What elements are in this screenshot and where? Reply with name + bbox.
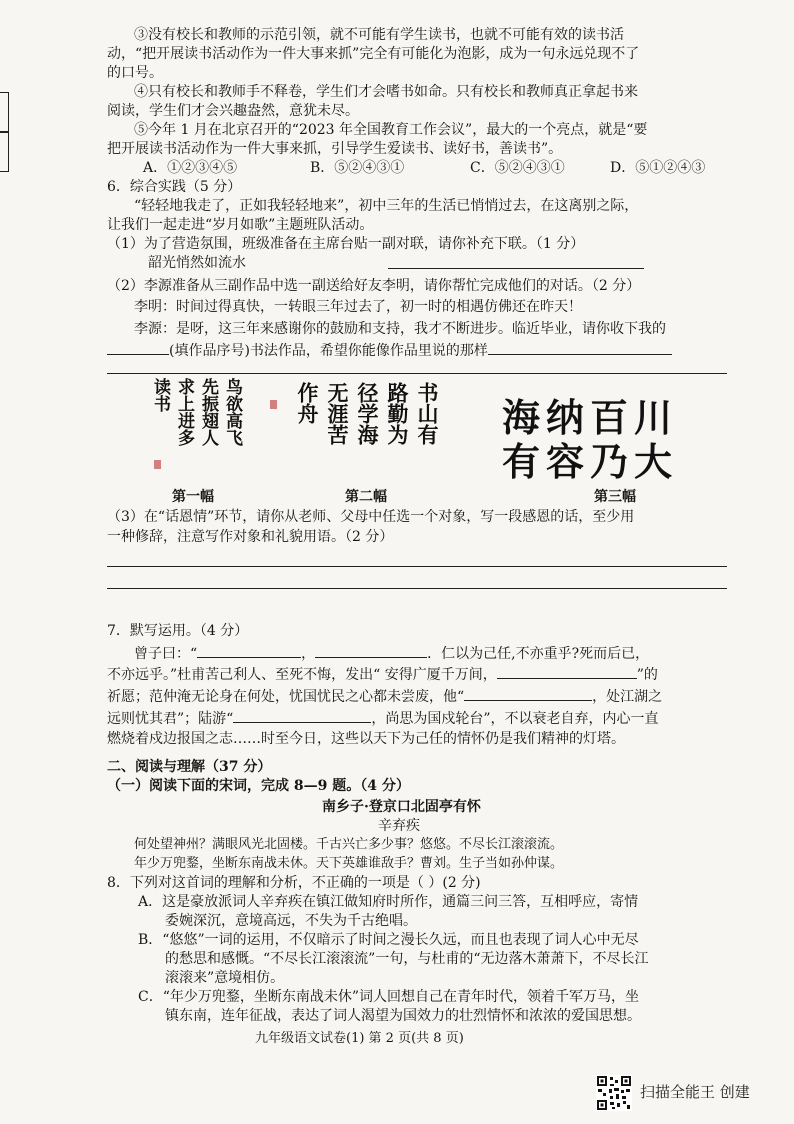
q6-part2-prompt: （2）李源准备从三副作品中选一副送给好友李明，请你帮忙完成他们的对话。（2 分） bbox=[107, 278, 641, 294]
binding-margin-mark bbox=[0, 132, 9, 172]
part2-title: 二、阅读与理解（37 分） bbox=[107, 759, 272, 775]
q6-dialogue-liming: 李明：时间过得真快，一转眼三年过去了，初一时的相遇仿佛还在昨天！ bbox=[134, 299, 582, 315]
work1-col2: 先振翅人 bbox=[198, 378, 218, 446]
wish-blank[interactable] bbox=[488, 340, 672, 355]
q8-option-b-end: 滚滚来”意境相仿。 bbox=[165, 970, 285, 986]
work2-seal bbox=[270, 400, 277, 409]
q8-option-c-cont: 镇东南，连年征战，表达了词人渴望为国效力的壮烈情怀和浓浓的爱国思想。 bbox=[165, 1008, 641, 1024]
q6-part3-prompt: （3）在“话恩情”环节，请你从老师、父母中任选一个对象，写一段感恩的话，至少用 bbox=[107, 509, 635, 525]
scanner-watermark: 扫描全能王 创建 bbox=[640, 1083, 750, 1101]
q6-answer-line[interactable] bbox=[107, 373, 727, 374]
part2-subsection: （一）阅读下面的宋词，完成 8—9 题。（4 分） bbox=[107, 778, 410, 794]
q6-part3-answer-line-2[interactable] bbox=[107, 588, 727, 589]
q7-l1b: ．仁以为己任,不亦重乎?死而后已， bbox=[427, 646, 650, 662]
q7-l3a: 祈愿；范仲淹无论身在何处，忧国忧民之心都未尝废，他“ bbox=[107, 689, 465, 705]
poem-title: 南乡子·登京口北固亭有怀 bbox=[322, 799, 481, 815]
work3-caption: 第三幅 bbox=[594, 489, 636, 505]
q8-option-c[interactable]: C．“年少万兜鍪，坐断东南战未休”词人回想自己在青年时代，领着千军万马，坐 bbox=[138, 989, 640, 1005]
q6-part3-prompt-cont: 一种修辞，注意写作对象和礼貌用语。（2 分） bbox=[107, 529, 394, 545]
work2-col1: 书山有 bbox=[415, 382, 440, 445]
q7-blank-5[interactable] bbox=[233, 708, 371, 723]
work2-col3: 径学海 bbox=[355, 382, 380, 445]
q6-dialogue-fill-line bbox=[107, 340, 672, 360]
work2-col4: 无涯苦 bbox=[325, 382, 350, 445]
work-number-blank[interactable] bbox=[107, 340, 169, 355]
poem-line2: 年少万兜鍪，坐断东南战未休。天下英雄谁敌手？曹刘。生子当如孙仲谋。 bbox=[134, 856, 564, 871]
q7-blank-2[interactable] bbox=[315, 643, 427, 658]
q7-blank-3[interactable] bbox=[497, 664, 637, 679]
q6-fill-text: (填作品序号)书法作品，希望你能像作品里说的那样 bbox=[169, 343, 488, 359]
q6-intro-line1: “轻轻地我走了，正如我轻轻地来”，初中三年的生活已悄悄过去，在这离别之际， bbox=[134, 198, 639, 214]
work1-col3: 求上进多 bbox=[174, 378, 194, 446]
q5-sentence-4-cont: 阅读，学生们才会兴趣盎然，意犹未尽。 bbox=[107, 103, 359, 119]
work2-col2: 路勤为 bbox=[385, 382, 410, 445]
q8-option-a[interactable]: A．这是豪放派词人辛弃疾在镇江做知府时所作，通篇三问三答，互相呼应，寄情 bbox=[138, 894, 639, 910]
q5-option-a[interactable]: A．①②③④⑤ bbox=[143, 160, 238, 176]
work2-col5: 作舟 bbox=[295, 382, 320, 424]
binding-margin-mark bbox=[0, 92, 9, 132]
work3-row2: 有容乃大 bbox=[502, 439, 679, 484]
work1-col1: 鸟欲高飞 bbox=[222, 378, 242, 446]
q8-option-b[interactable]: B．“悠悠”一词的运用，不仅暗示了时间之漫长久远，而且也表现了词人心中无尽 bbox=[138, 932, 639, 948]
q5-option-b[interactable]: B．⑤②④③① bbox=[310, 160, 405, 176]
q7-l2b: ”的 bbox=[636, 667, 658, 683]
work1-col4: 读书 bbox=[150, 378, 170, 412]
poem-author: 辛弃疾 bbox=[378, 818, 420, 834]
q8-option-a-cont: 委婉深沉，意境高远，不失为千古绝唱。 bbox=[165, 913, 417, 929]
work2-caption: 第二幅 bbox=[345, 489, 387, 505]
q6-title: 6．综合实践（5 分） bbox=[107, 179, 242, 195]
q6-part3-answer-line-1[interactable] bbox=[107, 566, 727, 567]
q5-sentence-4: ④只有校长和教师手不释卷，学生们才会嗜书如命。只有校长和教师真正拿起书来 bbox=[134, 84, 638, 100]
q7-l3b: ，处江湖之 bbox=[592, 689, 663, 705]
q6-dialogue-liyuan: 李源：是呀，这三年来感谢你的鼓励和支持，我才不断进步。临近毕业，请你收下我的 bbox=[134, 321, 666, 337]
q6-couplet-given: 韶光悄然如流水 bbox=[148, 255, 246, 271]
q5-sentence-3-end: 的口号。 bbox=[107, 65, 163, 81]
q5-option-c[interactable]: C．⑤②④③① bbox=[470, 160, 565, 176]
poem-line1: 何处望神州？满眼风光北固楼。千古兴亡多少事？悠悠。不尽长江滚滚流。 bbox=[134, 837, 564, 852]
q5-sentence-5: ⑤今年 1 月在北京召开的“2023 年全国教育工作会议”，最大的一个亮点，就是“要 bbox=[134, 122, 648, 138]
q7-line5: 燃烧着戍边报国之志……时至今日，这些以天下为己任的情怀仍是我们精神的灯塔。 bbox=[107, 731, 625, 747]
work1-seal bbox=[154, 460, 161, 469]
q7-l1a: 曾子曰：“ bbox=[134, 646, 198, 662]
q7-line4 bbox=[107, 708, 658, 728]
q7-blank-1[interactable] bbox=[197, 643, 301, 658]
q6-intro-line2: 让我们一起走进“岁月如歌”主题班队活动。 bbox=[107, 217, 374, 233]
work1-caption: 第一幅 bbox=[172, 489, 214, 505]
q5-sentence-3-cont: 动，“把开展读书活动作为一件大事来抓”完全有可能化为泡影，成为一句永远兑现不了 bbox=[107, 46, 640, 62]
page-footer: 九年级语文试卷(1) 第 2 页(共 8 页) bbox=[255, 1031, 464, 1046]
q6-couplet-answer-line[interactable] bbox=[388, 268, 644, 269]
q7-line1: 曾子曰：“ ， ．仁以为己任,不亦重乎?死而后已， bbox=[134, 643, 649, 663]
q7-title: 7．默写运用。（4 分） bbox=[107, 623, 249, 639]
work3-row1: 海纳百川 bbox=[502, 395, 679, 440]
q5-sentence-5-cont: 把开展读书活动作为一件大事来抓，引导学生爱读书、读好书，善读书”。 bbox=[107, 141, 563, 157]
q7-l2a: 不亦远乎。”杜甫苦己利人、至死不悔，发出“ 安得广厦千万间， bbox=[107, 667, 497, 683]
q5-option-d[interactable]: D．⑤①②④③ bbox=[610, 160, 706, 176]
q7-line2 bbox=[107, 664, 658, 684]
q7-blank-4[interactable] bbox=[464, 686, 592, 701]
q6-part1-prompt: （1）为了营造氛围，班级准备在主席台贴一副对联，请你补充下联。（1 分） bbox=[107, 236, 585, 252]
q8-stem: 8．下列对这首词的理解和分析，不正确的一项是（ ）(2 分) bbox=[107, 875, 481, 891]
q7-line3 bbox=[107, 686, 662, 706]
q5-sentence-3: ③没有校长和教师的示范引领，就不可能有学生读书，也就不可能有效的读书活 bbox=[134, 27, 624, 43]
q7-l4a: 远则忧其君”；陆游“ bbox=[107, 711, 234, 727]
q8-option-b-cont: 的愁思和感慨。“不尽长江滚滚流”一句，与杜甫的“无边落木萧萧下，不尽长江 bbox=[165, 951, 649, 967]
qr-code-icon bbox=[596, 1075, 632, 1111]
q7-l4b: ，尚思为国戍轮台”，不以衰老自弃，内心一直 bbox=[371, 711, 659, 727]
